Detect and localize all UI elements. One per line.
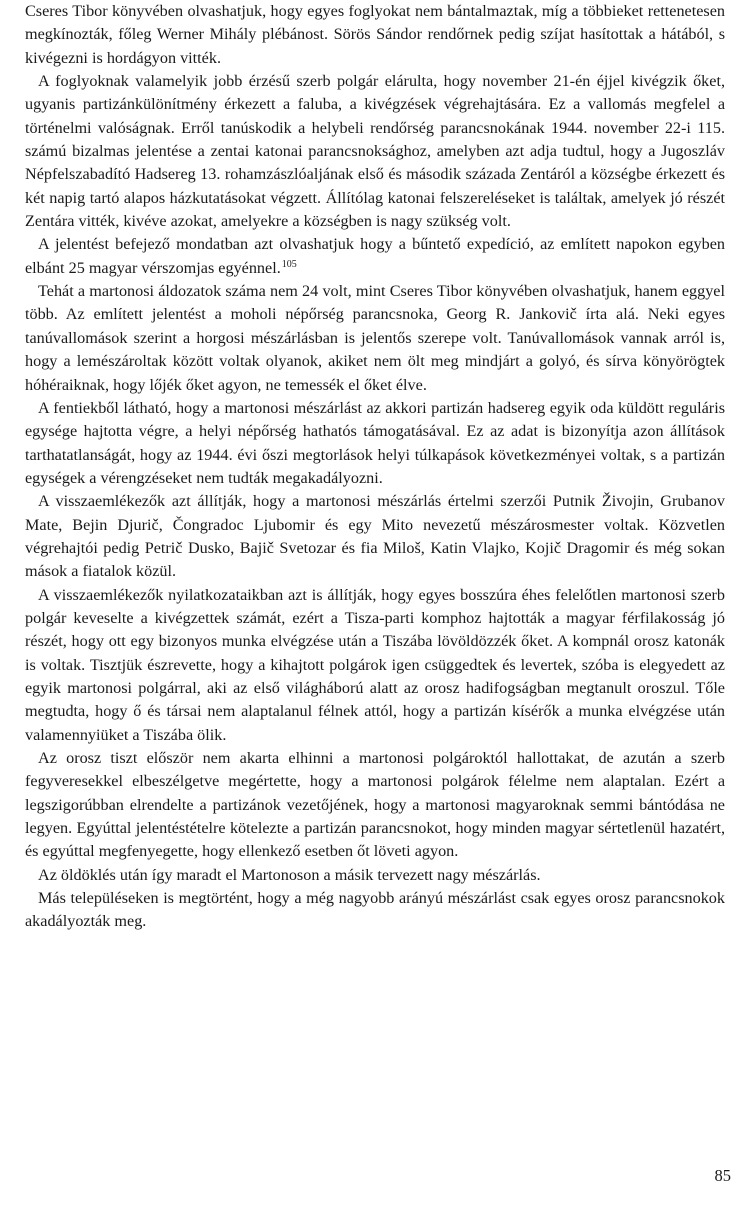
paragraph: [25, 584, 725, 747]
paragraph: [25, 70, 725, 233]
paragraph-text: Az öldöklés után így maradt el Martonoson a másik tervezett nagy mészárlás.: [38, 865, 541, 884]
paragraph-text: A visszaemlékezők azt állítják, hogy a martonosi mészárlás értelmi szerzői Putnik Živojin, Grubanov Mate, Bejin Djurič, Čongradoc Ljubomir és egy Mito nevezetű mészárosmester voltak. Közvetlen végrehajtói pedig Petrič Dusko, Bajič Svetozar és fia Miloš, Katin Vlajko, Kojič Dragomir és még sokan mások a fiatalok közül.: [25, 492, 725, 581]
paragraph-text: A fentiekből látható, hogy a martonosi mészárlást az akkori partizán hadsereg egyik oda küldött reguláris egysége hajtotta végre, a helyi népőrség hathatós támogatásával. Ez az adat is bizonyítja azon állítások tarthatatlanságát, hogy az 1944. évi őszi megtorlások helyi túlkapások következményei voltak, s a partizán egységek a vérengzéseket nem tudták megakadályozni.: [25, 398, 725, 487]
paragraph-text: A jelentést befejező mondatban azt olvashatjuk hogy a bűntető expedíció, az említett napokon egyben elbánt 25 magyar vérszomjas egyénnel.: [25, 235, 725, 277]
page-body-text: [25, 0, 725, 934]
paragraph-text: Cseres Tibor könyvében olvashatjuk, hogy egyes foglyokat nem bántalmaztak, míg a többieket rettenetesen megkínozták, főleg Werner Mihály plébánost. Sörös Sándor rendőrnek pedig szíjat hasítottak a hátából, s kivégezni is hordágyon vitték.: [25, 2, 725, 67]
paragraph-text: Tehát a martonosi áldozatok száma nem 24 volt, mint Cseres Tibor könyvében olvashatjuk, hanem eggyel több. Az említett jelentést a moholi népőrség parancsnoka, Georg R. Jankovič írta alá. Neki egyes tanúvallomások szerint a horgosi mészárlásban is jelentős szerepe volt. Tanúvallomások vannak arról is, hogy a lemészároltak között voltak olyanok, akiket nem ölt meg mindjárt a golyó, és sírva könyörögtek hóhéraiknak, hogy lőjék őket agyon, ne temessék el őket élve.: [25, 282, 725, 394]
paragraph: [25, 233, 725, 280]
paragraph-text: Az orosz tiszt először nem akarta elhinni a martonosi polgároktól hallottakat, de azután a szerb fegyveresekkel elbeszélgetve megértette, hogy a martonosi polgárok félelme nem alaptalan. Ezért a legszigorúbban elrendelte a partizánok vezetőjének, hogy a martonosi magyaroknak semmi bántódása ne legyen. Egyúttal jelentéstételre kötelezte a partizán parancsnokot, hogy minden magyar sértetlenül hazatért, és egyúttal megfenyegette, hogy ellenkező esetben őt löveti agyon.: [25, 749, 725, 861]
paragraph-text: A foglyoknak valamelyik jobb érzésű szerb polgár elárulta, hogy november 21-én éjjel kivégzik őket, ugyanis partizánkülönítmény érkezett a faluba, a kivégzések végrehajtására. Ez a vallomás megfelel a történelmi valóságnak. Erről tanúskodik a helybeli rendőrség parancsnokának 1944. november 22-i 115. számú bizalmas jelentése a zentai katonai parancsnoksághoz, amelyben azt adja tudtul, hogy a Jugoszláv Népfelszabadító Hadsereg 13. rohamzászlóaljának első és második százada Zentáról a községbe érkezett és két napig tartó alapos házkutatásokat végzett. Állítólag katonai felszereléseket is találtak, amelyek jó részét Zentára vitték, kivéve azokat, amelyekre a községben is nagy szükség volt.: [25, 72, 725, 231]
footnote-reference: 105: [281, 258, 297, 270]
paragraph: [25, 747, 725, 864]
paragraph: [25, 397, 725, 490]
paragraph-text: Más településeken is megtörtént, hogy a még nagyobb arányú mészárlást csak egyes orosz parancsnokok akadályozták meg.: [25, 889, 725, 931]
paragraph: [25, 864, 725, 887]
paragraph: [25, 0, 725, 70]
paragraph: [25, 280, 725, 397]
page-number: 85: [714, 1166, 731, 1185]
paragraph-text: A visszaemlékezők nyilatkozataikban azt is állítják, hogy egyes bosszúra éhes felelőtlen martonosi szerb polgár keveselte a kivégzettek számát, ezért a Tisza-parti komphoz hajtották a magyar férfilakosság jó részét, hogy ott egy bizonyos munka elvégzése után a Tiszába lövöldözzék őket. A kompnál orosz katonák is voltak. Tisztjük észrevette, hogy a kihajtott polgárok igen csüggedtek és levertek, szóba is elegyedett az egyik martonosi polgárral, aki az első világháború alatt az orosz hadifogságban megtanult oroszul. Tőle megtudta, hogy ő és társai nem alaptalanul félnek attól, hogy a partizán kísérők a munka elvégzése után valamennyiüket a Tiszába ölik.: [25, 585, 725, 744]
paragraph: [25, 490, 725, 583]
paragraph: [25, 887, 725, 934]
